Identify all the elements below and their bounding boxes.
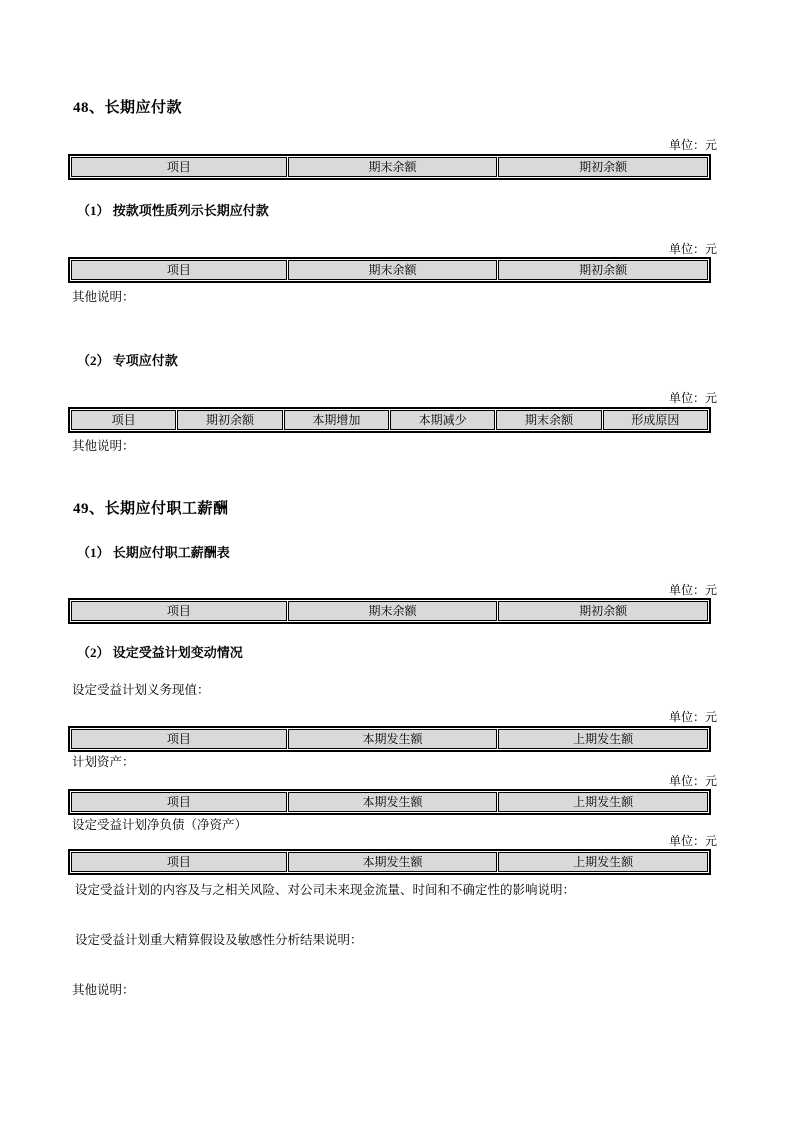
table-header-cell: 上期发生额 [498, 729, 708, 749]
other-notes-label: 其他说明： [72, 983, 135, 997]
table-header-cell: 形成原因 [603, 410, 708, 430]
other-notes-label: 其他说明： [72, 439, 135, 453]
content-risk-note: 设定受益计划的内容及与之相关风险、对公司未来现金流量、时间和不确定性的影响说明： [75, 883, 576, 897]
table-header-cell: 期末余额 [288, 601, 498, 621]
table-header-cell: 上期发生额 [498, 792, 708, 812]
table-header-cell: 期初余额 [498, 157, 708, 177]
table-header-cell: 上期发生额 [498, 852, 708, 872]
table-header-cell: 项目 [71, 792, 287, 812]
net-liability-label: 设定受益计划净负债（净资产） [72, 818, 248, 832]
table-header-cell: 本期发生额 [288, 852, 498, 872]
table-header-cell: 项目 [71, 729, 287, 749]
table-header-cell: 项目 [71, 260, 287, 280]
table-header-row [71, 410, 708, 430]
table-header-cell: 期初余额 [177, 410, 282, 430]
unit-label: 单位：元 [668, 391, 717, 405]
unit-label: 单位：元 [668, 834, 717, 848]
table-header-row [71, 792, 708, 812]
page-content [0, 99, 717, 998]
table-header-cell: 期末余额 [288, 260, 498, 280]
table-special-payables [68, 407, 711, 433]
actuarial-assumptions-note: 设定受益计划重大精算假设及敏感性分析结果说明： [75, 933, 363, 947]
section-48-sub2-title: （2） 专项应付款 [77, 353, 178, 368]
unit-label: 单位：元 [668, 774, 717, 788]
table-header-row [71, 729, 708, 749]
table-plan-assets [68, 789, 711, 815]
section-49-sub1-title: （1） 长期应付职工薪酬表 [77, 545, 230, 560]
table-net-defined-benefit-liability [68, 849, 711, 875]
table-header-cell: 期初余额 [498, 260, 708, 280]
other-notes-label: 其他说明： [72, 290, 135, 304]
table-header-cell: 本期发生额 [288, 729, 498, 749]
table-header-cell: 期末余额 [288, 157, 498, 177]
unit-label: 单位：元 [668, 242, 717, 256]
table-payables-by-nature [68, 257, 711, 283]
table-header-cell: 项目 [71, 157, 287, 177]
table-defined-benefit-obligation [68, 726, 711, 752]
table-header-row [71, 601, 708, 621]
table-long-term-payables [68, 154, 711, 180]
section-49-title: 49、长期应付职工薪酬 [73, 501, 229, 517]
table-header-row [71, 157, 708, 177]
unit-label: 单位：元 [668, 583, 717, 597]
plan-assets-label: 计划资产： [72, 755, 135, 769]
table-header-cell: 期初余额 [498, 601, 708, 621]
table-header-cell: 本期增加 [284, 410, 389, 430]
section-49-sub2-title: （2） 设定受益计划变动情况 [77, 645, 243, 660]
table-header-cell: 期末余额 [496, 410, 601, 430]
table-header-row [71, 852, 708, 872]
table-header-cell: 项目 [71, 410, 176, 430]
table-header-cell: 本期减少 [390, 410, 495, 430]
section-48-sub1-title: （1） 按款项性质列示长期应付款 [77, 203, 269, 218]
table-header-cell: 项目 [71, 601, 287, 621]
unit-label: 单位：元 [668, 138, 717, 152]
unit-label: 单位：元 [668, 710, 717, 724]
table-header-cell: 本期发生额 [288, 792, 498, 812]
table-header-cell: 项目 [71, 852, 287, 872]
table-header-row [71, 260, 708, 280]
obligation-present-value-label: 设定受益计划义务现值： [72, 683, 210, 697]
section-48-title: 48、长期应付款 [73, 100, 183, 116]
table-long-term-employee-compensation [68, 598, 711, 624]
